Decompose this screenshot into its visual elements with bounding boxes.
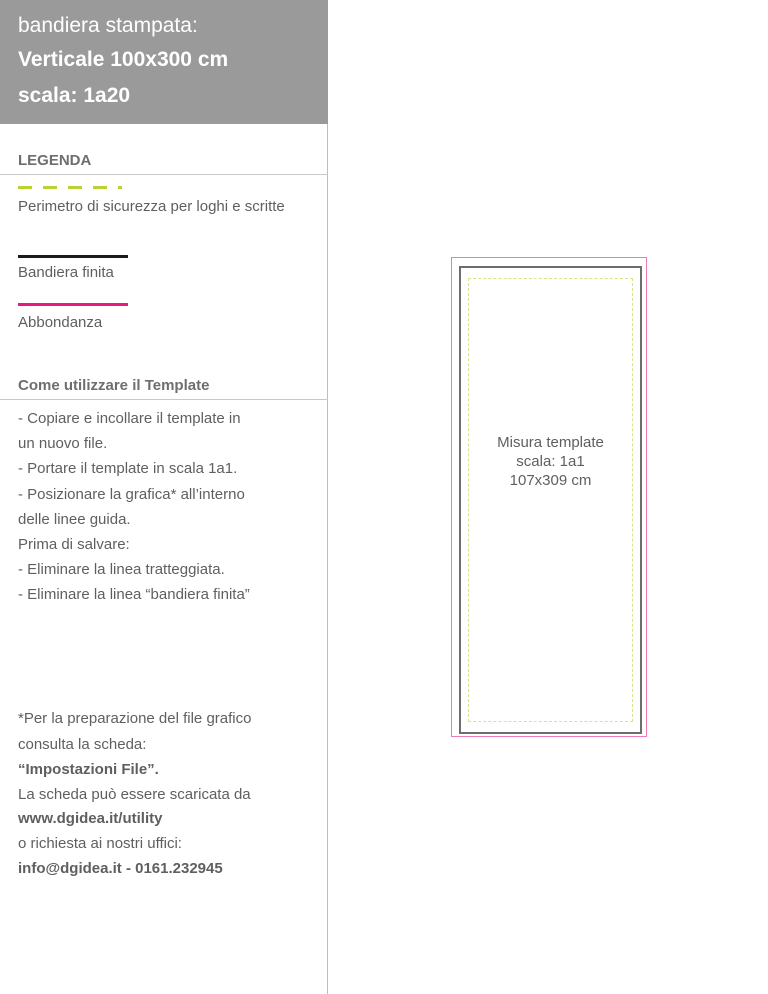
howto-line: - Posizionare la grafica* all’interno (18, 486, 245, 503)
howto-title: Come utilizzare il Template (18, 377, 210, 394)
legend-label-finished: Bandiera finita (18, 264, 114, 281)
note-line: La scheda può essere scaricata da (18, 786, 251, 803)
legend-divider (0, 174, 328, 175)
howto-line: un nuovo file. (18, 435, 108, 452)
header-subtitle: bandiera stampata: (18, 14, 198, 37)
howto-line: - Eliminare la linea tratteggiata. (18, 561, 225, 578)
safety-perimeter (468, 278, 633, 722)
howto-line: - Portare il template in scala 1a1. (18, 460, 238, 477)
template-caption-scale: scala: 1a1 (516, 453, 585, 470)
template-caption-dimensions: 107x309 cm (509, 472, 592, 489)
legend-swatch-safety (18, 186, 122, 189)
howto-divider (0, 399, 328, 400)
template-caption-size-label: Misura template (497, 434, 604, 451)
note-line: *Per la preparazione del file grafico (18, 710, 252, 727)
legend-label-bleed: Abbondanza (18, 314, 103, 331)
legend-label-safety: Perimetro di sicurezza per loghi e scritte (18, 198, 285, 215)
header-panel (0, 0, 328, 124)
template-caption (468, 433, 633, 490)
legend-title: LEGENDA (18, 152, 92, 169)
howto-line: - Copiare e incollare il template in (18, 410, 241, 427)
note-line: o richiesta ai nostri uffici: (18, 835, 182, 852)
howto-line: delle linee guida. (18, 511, 131, 528)
note-website-link[interactable]: www.dgidea.it/utility (18, 810, 163, 827)
legend-swatch-finished (18, 255, 128, 258)
note-contact[interactable]: info@dgidea.it - 0161.232945 (18, 860, 223, 877)
howto-line: - Eliminare la linea “bandiera finita” (18, 586, 250, 603)
legend-swatch-bleed (18, 303, 128, 306)
header-title: Verticale 100x300 cm (18, 48, 229, 71)
note-file-settings: “Impostazioni File”. (18, 761, 159, 778)
howto-line: Prima di salvare: (18, 536, 130, 553)
note-line: consulta la scheda: (18, 736, 147, 753)
header-scale: scala: 1a20 (18, 84, 131, 107)
